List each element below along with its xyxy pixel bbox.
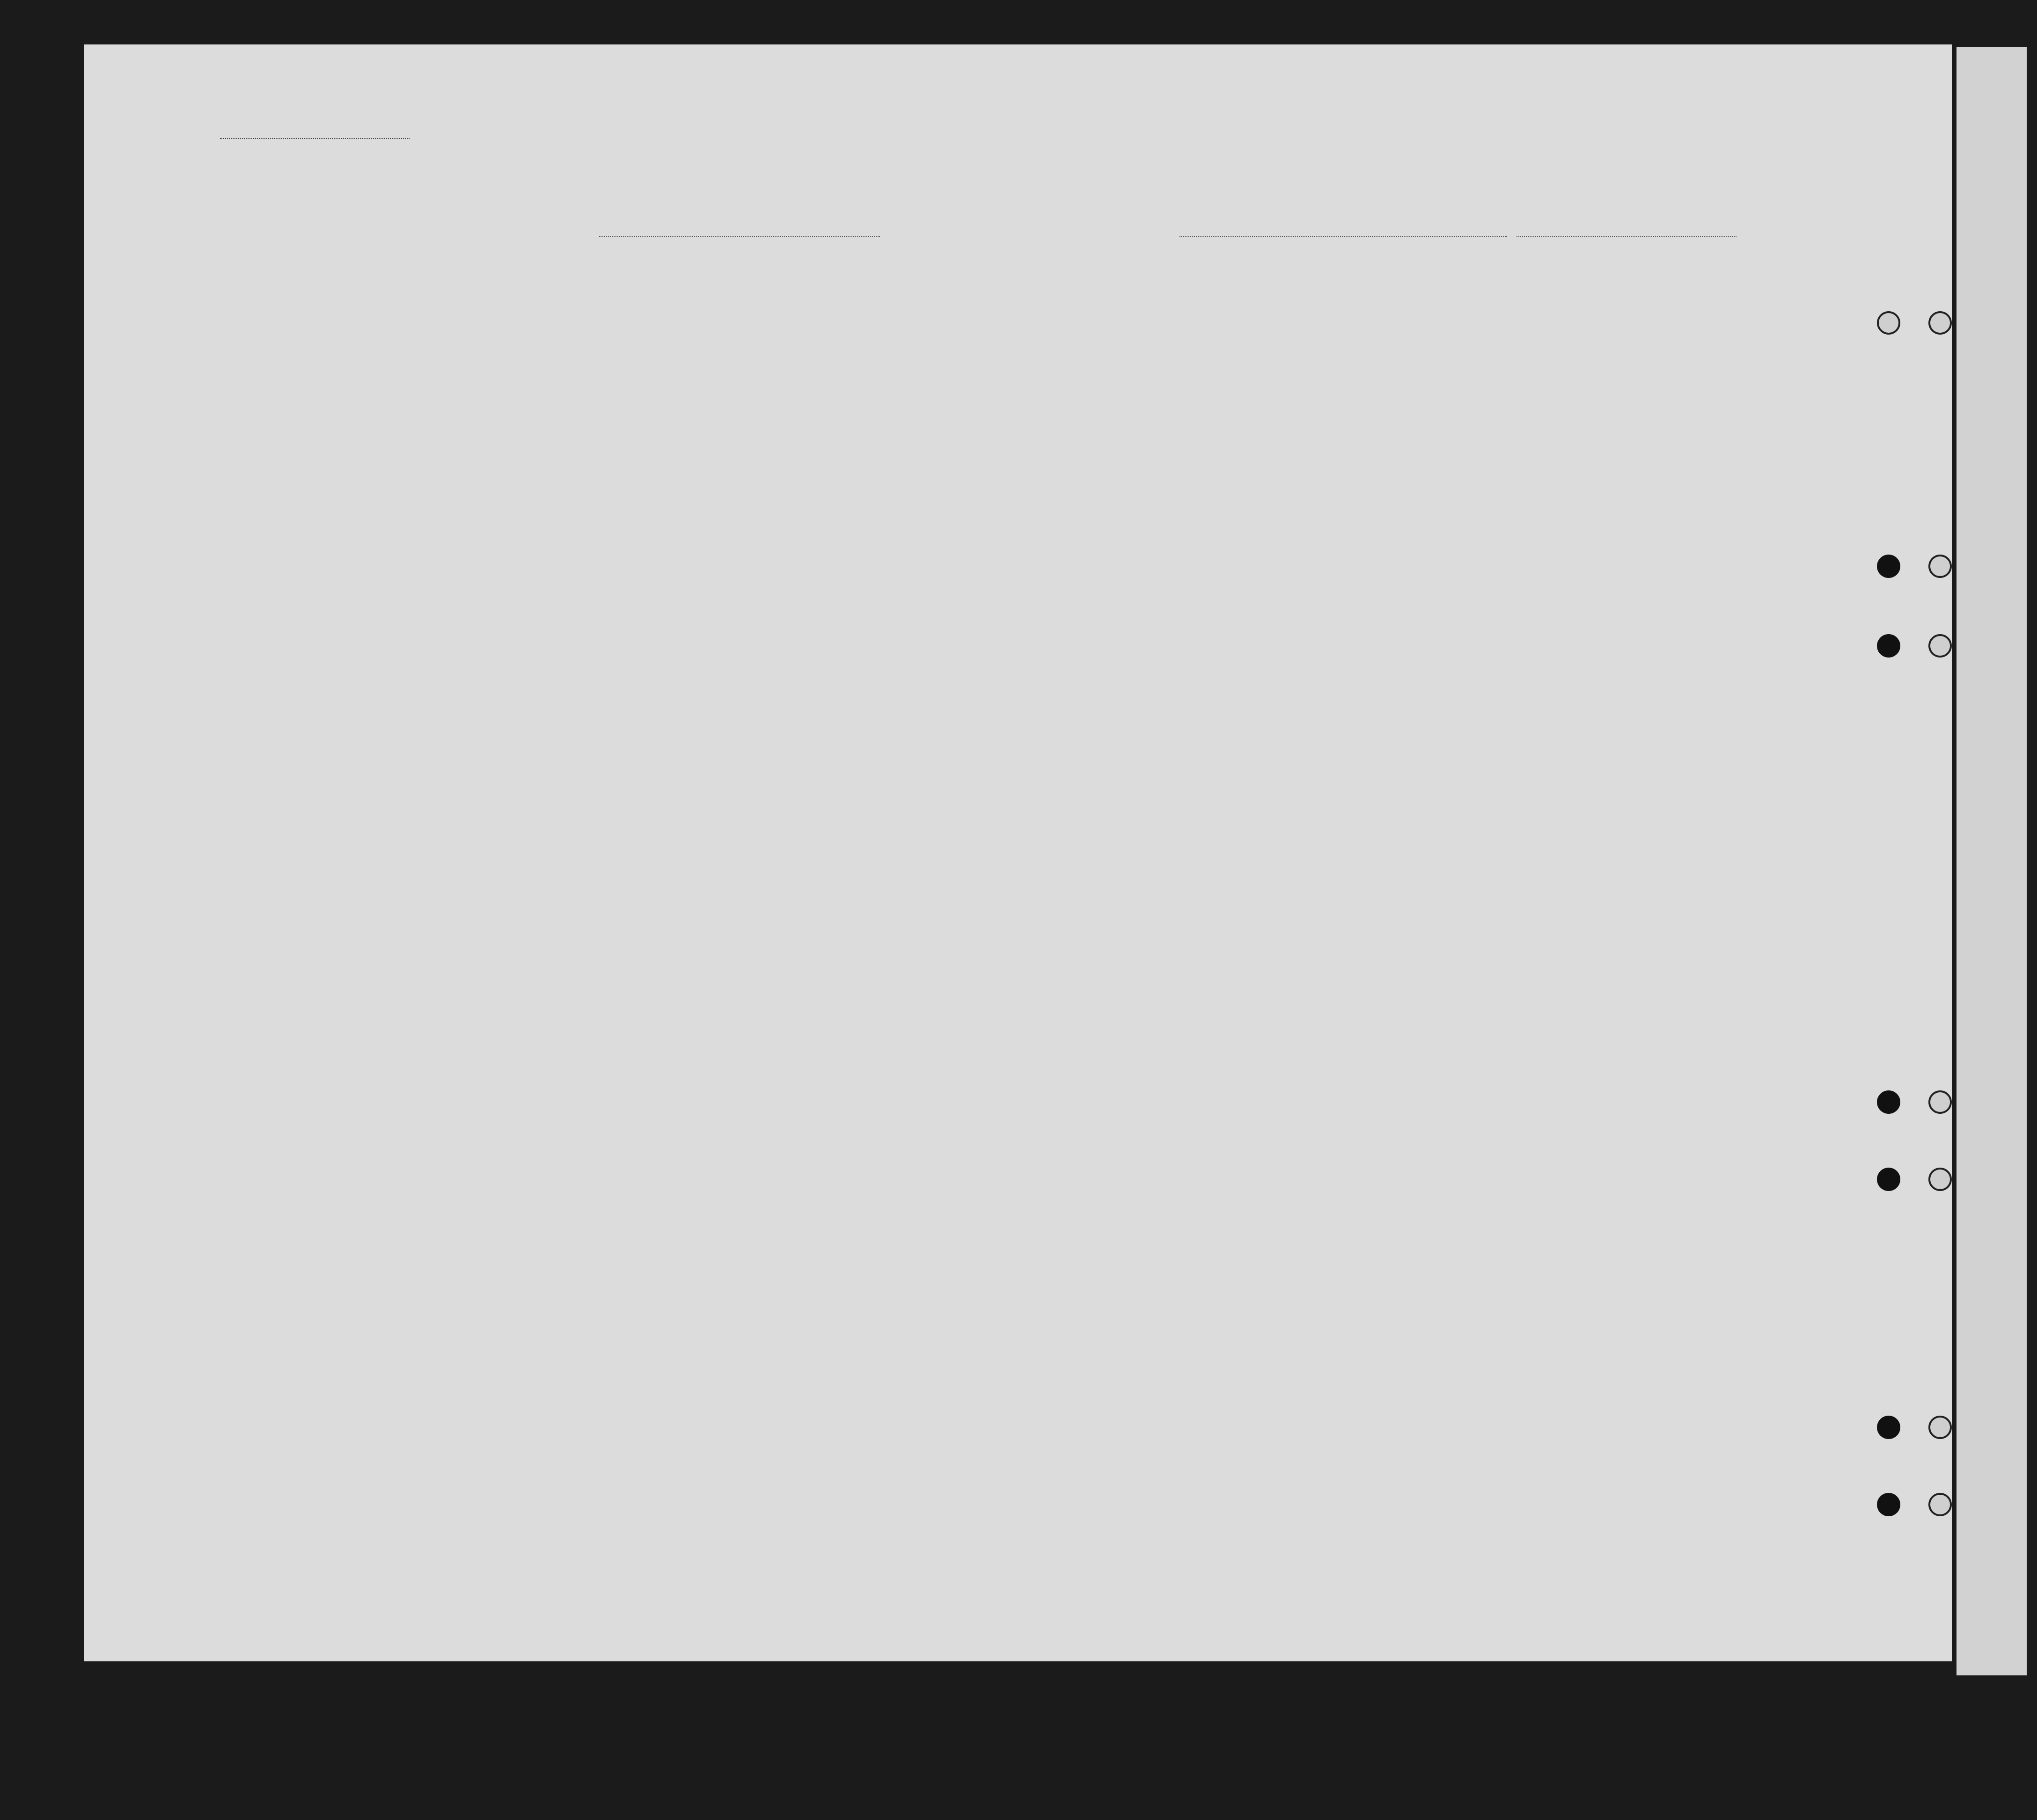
punch-hole [1928, 1090, 1952, 1114]
punch-hole [1877, 1090, 1900, 1114]
punch-hole [1877, 1168, 1900, 1191]
punch-hole [1877, 1493, 1900, 1516]
punch-hole [1928, 311, 1952, 335]
punch-hole [1877, 555, 1900, 578]
punch-hole [1928, 1493, 1952, 1516]
punch-hole [1928, 634, 1952, 658]
punch-hole [1877, 1416, 1900, 1439]
punch-hole [1928, 1416, 1952, 1439]
punch-hole [1928, 555, 1952, 578]
punch-hole [1877, 634, 1900, 658]
punch-hole [1928, 1168, 1952, 1191]
punch-hole [1877, 311, 1900, 335]
